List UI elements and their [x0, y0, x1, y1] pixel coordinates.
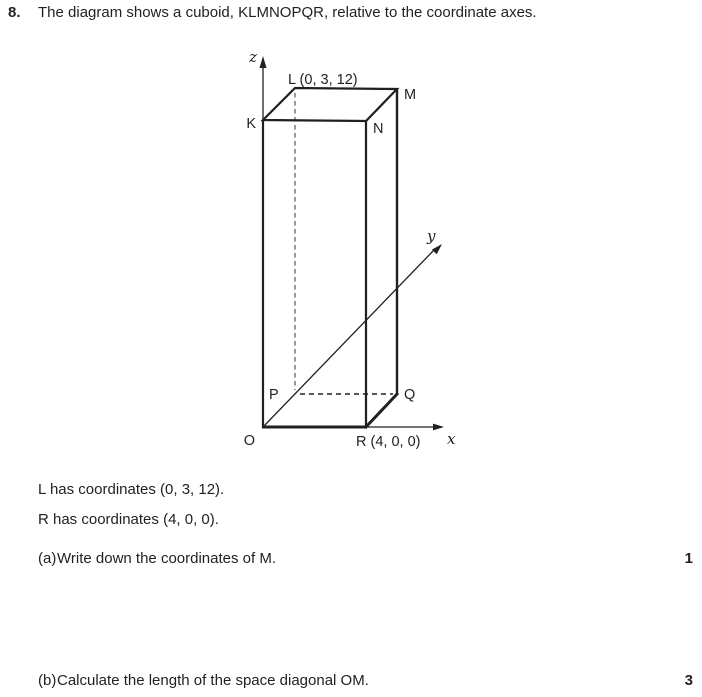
y-axis-label: y: [427, 227, 436, 245]
vertex-label-M: M: [404, 87, 417, 103]
y-axis-arrowhead: [432, 244, 442, 254]
question-text: The diagram shows a cuboid, KLMNOPQR, relative to the coordinate axes.: [38, 4, 537, 21]
vertex-label-K: K: [246, 116, 256, 132]
vertex-label-L: L (0, 3, 12): [288, 72, 358, 88]
z-axis-arrowhead: [260, 56, 267, 68]
x-axis-label: x: [447, 430, 456, 448]
statement-R: R has coordinates (4, 0, 0).: [38, 511, 219, 528]
vertex-label-Q: Q: [404, 387, 416, 403]
part-a: [38, 550, 276, 568]
z-axis-label: z: [249, 48, 257, 66]
vertex-label-R: R (4, 0, 0): [356, 434, 421, 450]
cuboid-top-face: [263, 88, 397, 121]
statement-L: L has coordinates (0, 3, 12).: [38, 481, 225, 498]
part-b-text: Calculate the length of the space diagonal OM.: [57, 672, 369, 689]
part-a-label: (a): [38, 550, 57, 567]
question-number: 8.: [8, 4, 21, 21]
edge-RQ: [365, 393, 398, 428]
part-b-label: (b): [38, 672, 57, 689]
vertex-label-P: P: [269, 387, 279, 403]
x-axis-arrowhead: [433, 424, 444, 431]
part-b: [38, 672, 369, 690]
part-a-marks: 1: [684, 550, 693, 567]
vertex-label-O: O: [243, 433, 255, 449]
vertex-label-N: N: [373, 121, 384, 137]
part-a-text: Write down the coordinates of M.: [57, 550, 276, 567]
part-b-marks: 3: [684, 672, 693, 689]
